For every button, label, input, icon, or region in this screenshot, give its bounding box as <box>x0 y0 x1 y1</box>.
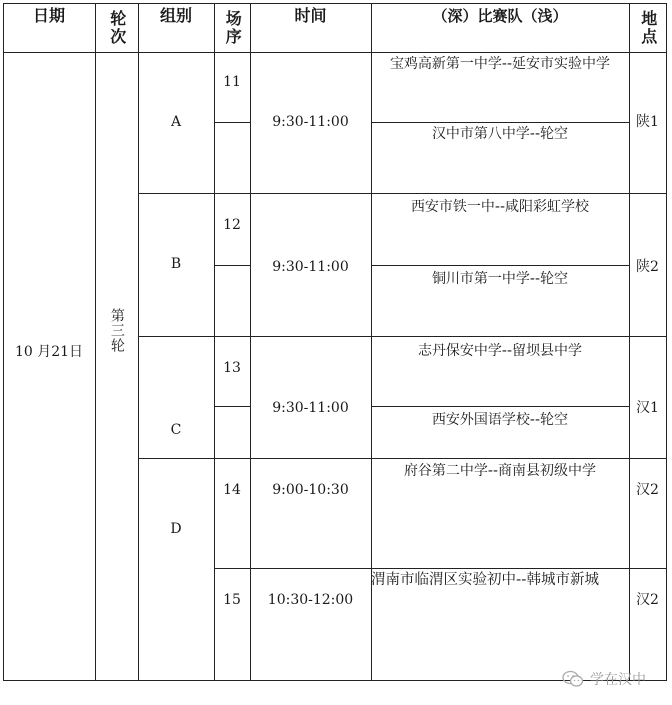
date-cell: 10 月21日 <box>14 343 84 360</box>
group-b-match-2: 铜川市第一中学--轮空 <box>431 270 569 287</box>
header-venue-text: 地点 <box>638 9 658 46</box>
group-a-match-2: 汉中市第八中学--轮空 <box>431 125 569 142</box>
seq-sub-c <box>214 406 250 407</box>
seq-sub-a <box>214 122 250 123</box>
group-b-match-1: 西安市铁一中--咸阳彩虹学校 <box>410 198 590 215</box>
group-d-venue-15: 汉2 <box>636 591 659 608</box>
group-b-venue: 陕2 <box>636 258 659 275</box>
group-c-seq: 13 <box>223 359 241 376</box>
group-a-match-1: 宝鸡高新第一中学--延安市实验中学 <box>389 55 611 72</box>
group-a-time: 9:30-11:00 <box>272 114 349 131</box>
watermark <box>562 669 646 689</box>
group-d-match-15: 渭南市临渭区实验初中--韩城市新城 <box>371 572 599 589</box>
wechat-icon <box>562 670 584 688</box>
group-d-name: D <box>170 520 182 537</box>
header-time: 时间 <box>294 6 327 26</box>
group-b-seq: 12 <box>223 216 241 233</box>
group-c-match-1: 志丹保安中学--留坝县中学 <box>417 342 583 359</box>
team-sub-b <box>371 265 629 266</box>
group-d-time-15: 10:30-12:00 <box>267 591 354 608</box>
group-b-name: B <box>170 256 182 273</box>
group-c-time: 9:30-11:00 <box>272 399 349 416</box>
group-a-seq: 11 <box>223 73 241 90</box>
group-sep-ab <box>138 193 667 194</box>
group-b-time: 9:30-11:00 <box>272 258 349 275</box>
seq-sub-b <box>214 265 250 266</box>
group-a-name: A <box>170 114 182 131</box>
group-d-time-14: 9:00-10:30 <box>272 481 349 498</box>
team-sub-c <box>371 406 629 407</box>
header-seq <box>214 3 250 52</box>
watermark-text: 学在汉中 <box>590 672 646 688</box>
header-seq-text: 场序 <box>223 9 243 46</box>
header-date: 日期 <box>32 6 65 26</box>
header-group: 组别 <box>159 6 192 26</box>
header-round-text: 轮次 <box>107 9 127 46</box>
group-d-venue-14: 汉2 <box>636 481 659 498</box>
header-venue <box>629 3 666 52</box>
group-a-venue: 陕1 <box>636 114 659 131</box>
header-teams: （深）比赛队（浅） <box>432 7 568 25</box>
group-d-seq-14: 14 <box>223 481 241 498</box>
col-line-7 <box>666 3 667 681</box>
round-text: 第三轮 <box>108 307 125 353</box>
header-round <box>95 3 138 52</box>
group-d-match-14: 府谷第二中学--商南县初级中学 <box>403 462 597 479</box>
round-cell <box>95 280 138 380</box>
group-c-match-2: 西安外国语学校--轮空 <box>431 411 569 428</box>
group-c-name: C <box>170 421 182 438</box>
group-d-seq-15: 15 <box>223 591 241 608</box>
group-sep-bc <box>138 336 667 337</box>
group-c-venue: 汉1 <box>636 399 659 416</box>
